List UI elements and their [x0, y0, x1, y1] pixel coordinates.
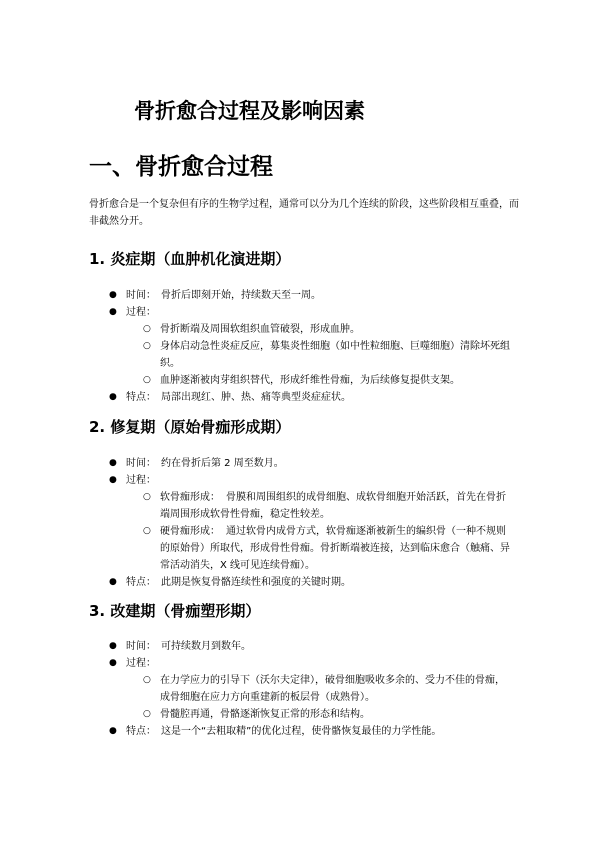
circle-bullet-icon: ○ — [143, 709, 151, 719]
feature-value: 此期是恢复骨骼连续性和强度的关键时期。 — [161, 577, 351, 588]
process-label: 过程： — [126, 658, 156, 669]
list-item — [89, 455, 519, 472]
disc-bullet-icon: ● — [109, 290, 117, 300]
stage-2-heading: 2. 修复期（原始骨痂形成期） — [89, 418, 291, 436]
circle-bullet-icon: ○ — [143, 341, 151, 351]
sub-list-item — [89, 372, 519, 389]
process-label: 过程： — [126, 307, 156, 318]
list-item — [89, 389, 519, 406]
disc-bullet-icon: ● — [109, 458, 117, 468]
stage-1-heading: 1. 炎症期（血肿机化演进期） — [89, 250, 291, 268]
circle-bullet-icon: ○ — [143, 526, 151, 536]
stage-2-list — [89, 455, 519, 591]
disc-bullet-icon: ● — [109, 641, 117, 651]
process-text: 身体启动急性炎症反应，募集炎性细胞（如中性粒细胞、巨噬细胞）清除坏死组织。 — [160, 341, 510, 369]
feature-value: 局部出现红、肿、热、痛等典型炎症症状。 — [161, 392, 351, 403]
stage-3-list — [89, 638, 519, 740]
list-item — [89, 472, 519, 489]
circle-bullet-icon: ○ — [143, 324, 151, 334]
process-key: 硬骨痂形成： — [160, 526, 220, 537]
list-item — [89, 655, 519, 672]
list-item — [89, 723, 519, 740]
disc-bullet-icon: ● — [109, 577, 117, 587]
time-label: 时间： — [126, 458, 156, 469]
process-text: 通过软骨内成骨方式，软骨痂逐渐被新生的编织骨（一种不规则的原始骨）所取代，形成骨性骨痂。骨折断端被连接，达到临床愈合（触痛、异常活动消失，X 线可见连续骨痂）。 — [160, 526, 510, 571]
feature-value: 这是一个“去粗取精”的优化过程，使骨骼恢复最佳的力学性能。 — [161, 726, 442, 737]
sub-list-item — [89, 523, 519, 574]
disc-bullet-icon: ● — [109, 475, 117, 485]
feature-label: 特点： — [126, 726, 156, 737]
list-item — [89, 638, 519, 655]
process-key: 软骨痂形成： — [160, 492, 220, 503]
disc-bullet-icon: ● — [109, 392, 117, 402]
process-text: 在力学应力的引导下（沃尔夫定律），破骨细胞吸收多余的、受力不佳的骨痂，成骨细胞在应力方向重建新的板层骨（成熟骨）。 — [160, 675, 505, 703]
time-label: 时间： — [126, 290, 156, 301]
sub-list-item — [89, 489, 519, 523]
process-text: 骨折断端及周围软组织血管破裂，形成血肿。 — [160, 324, 360, 335]
time-value: 可持续数月到数年。 — [161, 641, 251, 652]
intro-paragraph: 骨折愈合是一个复杂但有序的生物学过程，通常可以分为几个连续的阶段，这些阶段相互重叠，而非截然分开。 — [89, 199, 519, 227]
list-item — [89, 287, 519, 304]
time-value: 约在骨折后第 2 周至数月。 — [161, 458, 284, 469]
section-heading: 一、骨折愈合过程 — [89, 154, 273, 180]
sub-list-item — [89, 706, 519, 723]
list-item — [89, 304, 519, 321]
document-title: 骨折愈合过程及影响因素 — [134, 99, 365, 123]
list-item — [89, 574, 519, 591]
sub-list-item — [89, 321, 519, 338]
time-value: 骨折后即刻开始，持续数天至一周。 — [161, 290, 321, 301]
disc-bullet-icon: ● — [109, 658, 117, 668]
feature-label: 特点： — [126, 392, 156, 403]
circle-bullet-icon: ○ — [143, 675, 151, 685]
circle-bullet-icon: ○ — [143, 375, 151, 385]
stage-3-heading: 3. 改建期（骨痂塑形期） — [89, 602, 261, 620]
process-label: 过程： — [126, 475, 156, 486]
disc-bullet-icon: ● — [109, 307, 117, 317]
sub-list-item — [89, 338, 519, 372]
feature-label: 特点： — [126, 577, 156, 588]
process-text: 骨膜和周围组织的成骨细胞、成软骨细胞开始活跃，首先在骨折端周围形成软骨性骨痂，稳定性较差。 — [160, 492, 506, 520]
disc-bullet-icon: ● — [109, 726, 117, 736]
sub-list-item — [89, 672, 519, 706]
circle-bullet-icon: ○ — [143, 492, 151, 502]
time-label: 时间： — [126, 641, 156, 652]
process-text: 血肿逐渐被肉芽组织替代，形成纤维性骨痂，为后续修复提供支架。 — [160, 375, 460, 386]
process-text: 骨髓腔再通，骨骼逐渐恢复正常的形态和结构。 — [160, 709, 370, 720]
stage-1-list — [89, 287, 519, 406]
